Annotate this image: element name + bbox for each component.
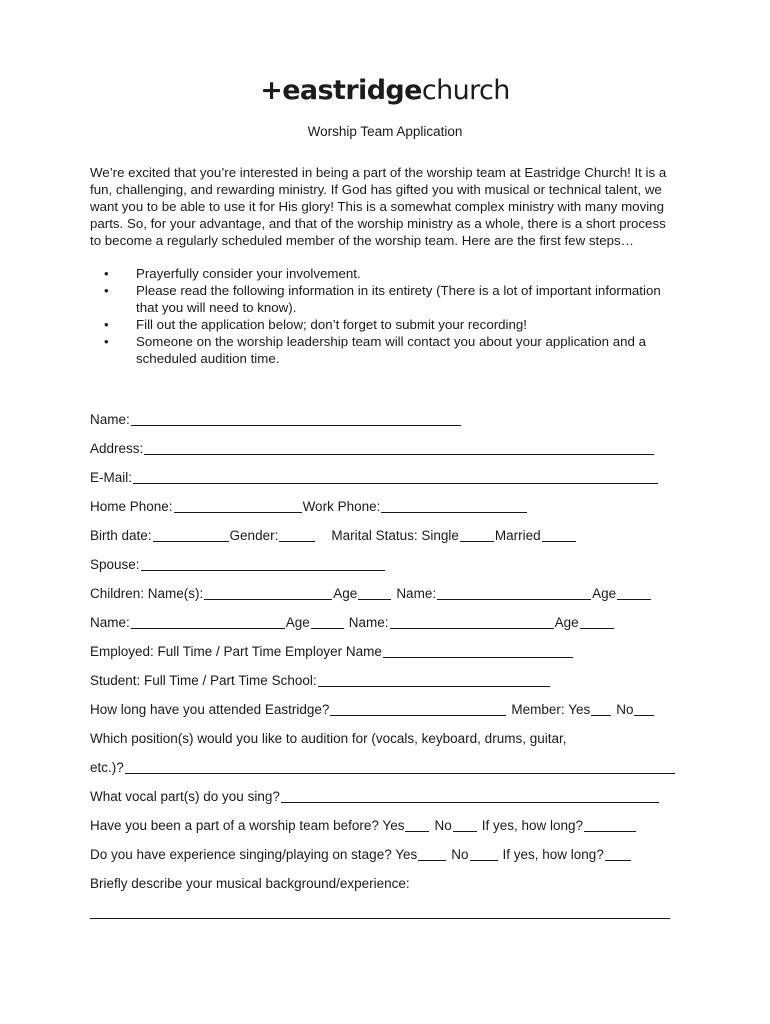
child-name-field[interactable] (390, 615, 554, 629)
member-no-field[interactable] (634, 702, 654, 716)
child-age-field[interactable] (617, 586, 651, 600)
step-text: Prayerfully consider your involvement. (136, 266, 361, 281)
married-field[interactable] (542, 528, 576, 542)
child-name-field[interactable] (437, 586, 591, 600)
team-before-label: Have you been a part of a worship team before? Yes (90, 818, 405, 833)
attendance-line (90, 701, 655, 719)
background-field[interactable] (90, 905, 670, 919)
student-line (90, 672, 551, 690)
team-before-yes-field[interactable] (405, 818, 429, 832)
single-field[interactable] (460, 528, 494, 542)
age-label: Age (285, 615, 310, 630)
list-item (90, 333, 680, 367)
etc-line (90, 759, 676, 777)
background-answer-line (90, 904, 671, 922)
child-name-field[interactable] (131, 615, 285, 629)
age-label: Age (554, 615, 579, 630)
work-phone-label: Work Phone: (302, 499, 381, 514)
name-inline-label: Name: (348, 615, 389, 630)
list-item (90, 282, 680, 316)
positions-field[interactable] (125, 760, 675, 774)
spouse-line (90, 556, 386, 574)
gender-field[interactable] (279, 528, 315, 542)
age-label: Age (333, 586, 358, 601)
child-name-field[interactable] (204, 586, 332, 600)
stage-line (90, 846, 632, 864)
stage-label: Do you have experience singing/playing on stage? Yes (90, 847, 418, 862)
team-before-line (90, 817, 637, 835)
logo-light-text: church (421, 75, 510, 106)
marital-status-label: Marital Status: Single (331, 528, 459, 543)
stage-no-label: No (451, 847, 469, 862)
background-label: Briefly describe your musical background/experience: (90, 876, 410, 891)
child-age-field[interactable] (358, 586, 391, 600)
employed-line (90, 643, 574, 661)
bullet: • (104, 283, 109, 298)
positions-line (90, 730, 566, 748)
gender-label: Gender: (229, 528, 279, 543)
address-field[interactable] (144, 441, 654, 455)
work-phone-field[interactable] (381, 499, 527, 513)
team-before-no-field[interactable] (453, 818, 477, 832)
email-label: E-Mail: (90, 470, 133, 485)
positions-label: Which position(s) would you like to audition for (vocals, keyboard, drums, guitar, (90, 731, 567, 746)
bullet: • (104, 266, 109, 281)
how-long-label: If yes, how long? (481, 818, 584, 833)
child-age-field[interactable] (311, 615, 344, 629)
etc-label: etc.)? (90, 760, 124, 775)
name-label: Name: (90, 412, 130, 427)
school-field[interactable] (318, 673, 550, 687)
student-label: Student: Full Time / Part Time School: (90, 673, 317, 688)
married-label: Married (494, 528, 541, 543)
background-line (90, 875, 410, 893)
bullet: • (104, 317, 109, 332)
vocal-parts-field[interactable] (281, 789, 659, 803)
team-how-long-field[interactable] (584, 818, 636, 832)
children-names-label: Children: Name(s): (90, 586, 204, 601)
birth-gender-marital-line (90, 527, 577, 545)
step-text: Fill out the application below; don’t forget to submit your recording! (136, 317, 527, 332)
birth-date-label: Birth date: (90, 528, 152, 543)
name-line (90, 411, 462, 429)
vocal-parts-label: What vocal part(s) do you sing? (90, 789, 280, 804)
stage-no-field[interactable] (470, 847, 498, 861)
age-label: Age (592, 586, 617, 601)
stage-how-long-field[interactable] (605, 847, 631, 861)
phone-line (90, 498, 528, 516)
name-inline-label: Name: (396, 586, 437, 601)
church-logo (0, 76, 770, 106)
team-before-no-label: No (434, 818, 452, 833)
vocal-parts-line (90, 788, 660, 806)
step-text: Please read the following information in its entirety (There is a lot of important information that you will need to know). (136, 283, 661, 315)
employed-label: Employed: Full Time / Part Time Employer Name (90, 644, 382, 659)
spouse-field[interactable] (141, 557, 385, 571)
name-field[interactable] (131, 412, 461, 426)
list-item (90, 265, 680, 282)
logo-plus: + (260, 75, 283, 106)
name-inline-label: Name: (90, 615, 130, 630)
birth-date-field[interactable] (153, 528, 229, 542)
member-no-label: No (616, 702, 634, 717)
page-title: Worship Team Application (307, 124, 463, 139)
intro-paragraph: We’re excited that you’re interested in being a part of the worship team at Eastridge Church! It is a fun, challenging, and rewarding ministry. If God has gifted you with musical or technical talent, we want you to be able to use it for His glory! This is a somewhat complex ministry with many moving parts. So, for your advantage, and that of the worship ministry as a whole, there is a short process to become a regularly scheduled member of the worship team. Here are the first few steps… (90, 165, 667, 248)
child-age-field[interactable] (580, 615, 614, 629)
spouse-label: Spouse: (90, 557, 140, 572)
how-long-label: If yes, how long? (502, 847, 604, 862)
children-line-2 (90, 614, 615, 632)
bullet: • (104, 334, 109, 349)
children-line-1 (90, 585, 652, 603)
email-line (90, 469, 659, 487)
address-line (90, 440, 655, 458)
email-field[interactable] (133, 470, 658, 484)
list-item (90, 316, 680, 333)
logo-bold-text: eastridge (282, 75, 422, 106)
member-yes-label: Member: Yes (511, 702, 591, 717)
home-phone-label: Home Phone: (90, 499, 173, 514)
member-yes-field[interactable] (591, 702, 611, 716)
steps-list (90, 265, 680, 367)
stage-yes-field[interactable] (418, 847, 446, 861)
employer-name-field[interactable] (383, 644, 573, 658)
home-phone-field[interactable] (174, 499, 302, 513)
attended-field[interactable] (330, 702, 506, 716)
attended-label: How long have you attended Eastridge? (90, 702, 330, 717)
address-label: Address: (90, 441, 144, 456)
step-text: Someone on the worship leadership team will contact you about your application and a scheduled audition time. (136, 334, 647, 366)
